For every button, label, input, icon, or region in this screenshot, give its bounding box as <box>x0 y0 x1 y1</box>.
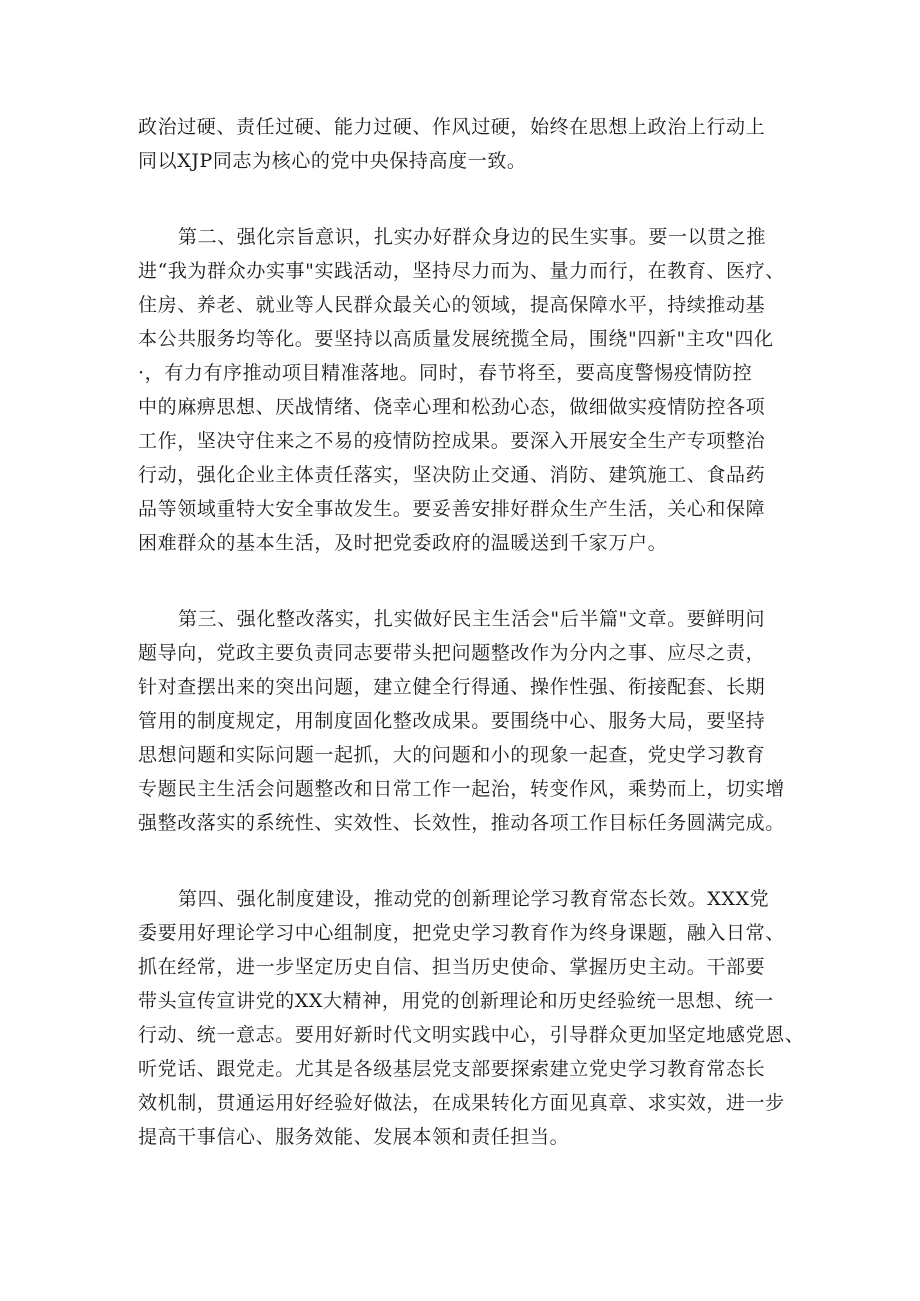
text-line: 强整改落实的系统性、实效性、长效性，推动各项工作目标任务圆满完成。 <box>138 812 785 834</box>
document-page <box>138 110 805 1154</box>
text-line: 困难群众的基本生活，及时把党委政府的温暖送到千家万户。 <box>138 532 668 554</box>
paragraph-4 <box>138 882 805 1154</box>
text-line: 工作，坚决守住来之不易的疫情防控成果。要深入开展安全生产专项整治 <box>138 430 766 452</box>
text-line: 带头宣传宣讲党的XX大精神，用党的创新理论和历史经验统一思想、统一 <box>138 990 774 1012</box>
text-line: 第四、强化制度建设，推动党的创新理论学习教育常态长效。XXX党 <box>178 888 770 910</box>
text-line: 思想问题和实际问题一起抓，大的问题和小的现象一起查，党史学习教育 <box>138 744 766 766</box>
paragraph-3 <box>138 602 798 840</box>
paragraph-1 <box>138 110 798 178</box>
paragraph-2 <box>138 220 798 560</box>
text-line: ·，有力有序推动项目精准落地。同时，春节将至，要高度警惕疫情防控 <box>138 362 753 384</box>
text-line: 行动、统一意志。要用好新时代文明实践中心，引导群众更加坚定地感党恩、 <box>138 1024 805 1046</box>
text-line: 委要用好理论学习中心组制度，把党史学习教育作为终身课题，融入日常、 <box>138 922 785 944</box>
text-line: 第三、强化整改落实，扎实做好民主生活会"后半篇"文章。要鲜明问 <box>178 608 766 630</box>
text-line: 针对查摆出来的突出问题，建立健全行得通、操作性强、衔接配套、长期 <box>138 676 766 698</box>
text-line: 听党话、跟党走。尤其是各级基层党支部要探索建立党史学习教育常态长 <box>138 1058 766 1080</box>
paragraph-gap <box>138 840 798 882</box>
text-line: 行动，强化企业主体责任落实，坚决防止交通、消防、建筑施工、食品药 <box>138 464 766 486</box>
text-line: 专题民主生活会问题整改和日常工作一起治，转变作风，乘势而上，切实增 <box>138 778 785 800</box>
text-line: 同以XJP同志为核心的党中央保持高度一致。 <box>138 150 527 172</box>
text-line: 中的麻痹思想、厌战情绪、侥幸心理和松劲心态，做细做实疫情防控各项 <box>138 396 766 418</box>
text-line: 品等领域重特大安全事故发生。要妥善安排好群众生产生活，关心和保障 <box>138 498 766 520</box>
paragraph-gap <box>138 560 798 602</box>
text-line: 提高干事信心、服务效能、发展本领和责任担当。 <box>138 1126 570 1148</box>
text-line: 本公共服务均等化。要坚持以高质量发展统揽全局，围绕"四新"主攻"四化 <box>138 328 774 350</box>
text-line: 进“我为群众办实事"实践活动，坚持尽力而为、量力而行，在教育、医疗、 <box>138 260 785 282</box>
text-line: 效机制，贯通运用好经验好做法，在成果转化方面见真章、求实效，进一步 <box>138 1092 785 1114</box>
text-line: 题导向，党政主要负责同志要带头把问题整改作为分内之事、应尽之责， <box>138 642 766 664</box>
text-line: 抓在经常，进一步坚定历史自信、担当历史使命、掌握历史主动。干部要 <box>138 956 766 978</box>
paragraph-gap <box>138 178 798 220</box>
text-line: 管用的制度规定，用制度固化整改成果。要围绕中心、服务大局，要坚持 <box>138 710 766 732</box>
text-line: 住房、养老、就业等人民群众最关心的领域，提高保障水平，持续推动基 <box>138 294 766 316</box>
text-line: 第二、强化宗旨意识，扎实办好群众身边的民生实事。要一以贯之推 <box>178 226 767 248</box>
text-line: 政治过硬、责任过硬、能力过硬、作风过硬，始终在思想上政治上行动上 <box>138 116 766 138</box>
